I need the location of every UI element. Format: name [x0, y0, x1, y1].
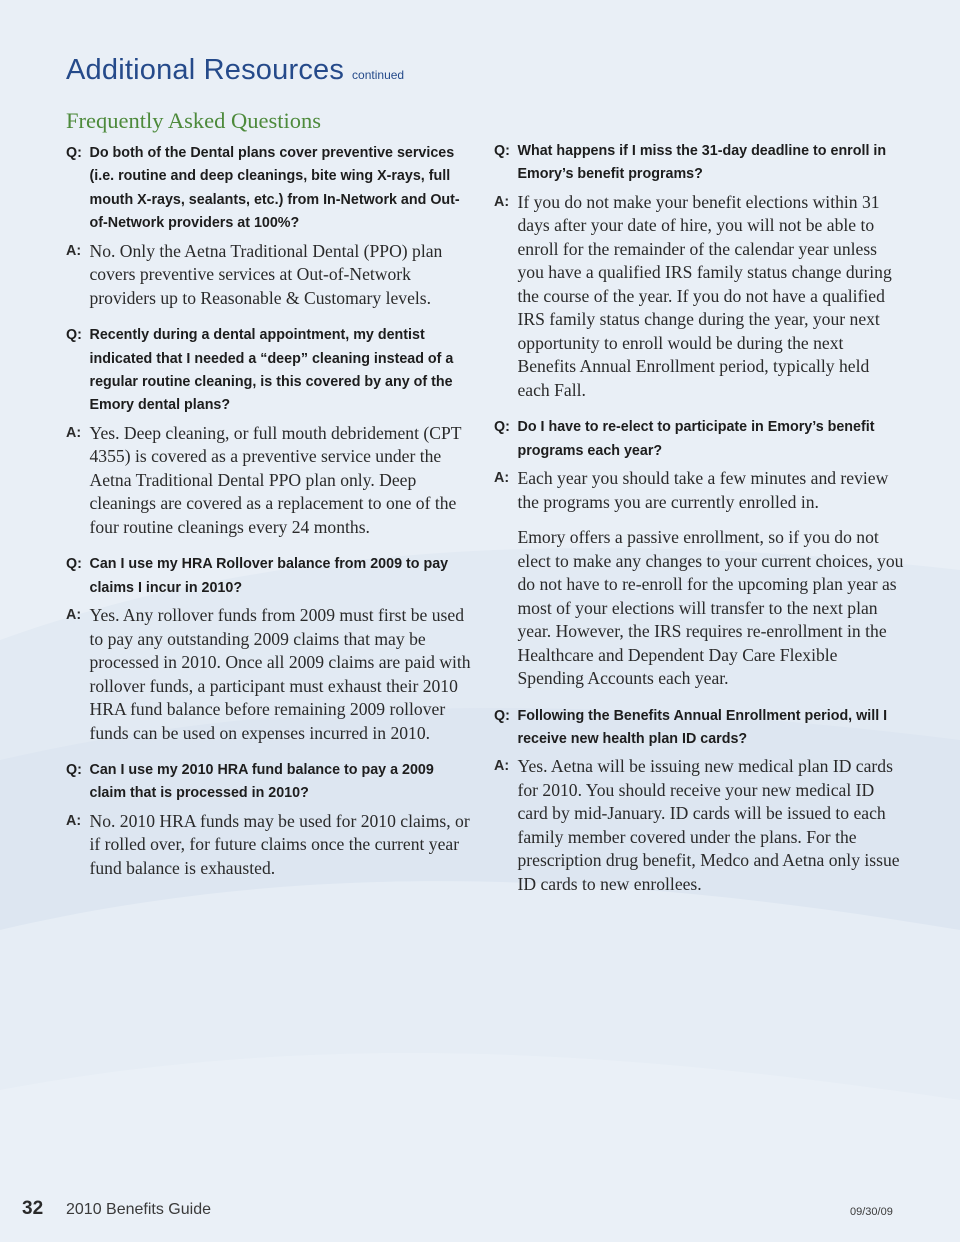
question-text: Do both of the Dental plans cover preventive services (i.e. routine and deep cleanings, bite wing X-rays, full mouth X-rays, sealants, etc.) from In-Network and Out-of-Network providers at 100%?: [89, 145, 460, 232]
question-label: Q:: [494, 419, 510, 436]
faq-item: [66, 142, 474, 310]
question: [494, 705, 904, 752]
answer-text: Each year you should take a few minutes and review the programs you are currently enrolled in.: [517, 468, 889, 512]
answer: [66, 422, 474, 540]
question-text: Recently during a dental appointment, my dentist indicated that I needed a “deep” cleaning instead of a regular routine cleaning, is this covered by any of the Emory dental plans?: [89, 327, 454, 414]
page-title: Additional Resources: [66, 54, 345, 86]
answer-label: A:: [494, 470, 510, 487]
answer-label: A:: [66, 607, 82, 624]
question-label: Q:: [66, 556, 82, 573]
answer: [494, 467, 904, 514]
page-title-continued: continued: [352, 68, 405, 82]
answer-text: No. 2010 HRA funds may be used for 2010 claims, or if rolled over, for future claims once the current year fund balance is exhausted.: [89, 810, 470, 878]
question: [494, 140, 904, 187]
answer-label: A:: [66, 424, 82, 441]
faq-heading: Frequently Asked Questions: [66, 108, 321, 133]
question-text: What happens if I miss the 31-day deadline to enroll in Emory’s benefit programs?: [517, 143, 887, 183]
question-label: Q:: [494, 707, 510, 724]
guide-title: 2010 Benefits Guide: [66, 1201, 211, 1218]
footer-date: 09/30/09: [850, 1206, 893, 1218]
faq-item: [494, 140, 904, 402]
answer-text: Yes. Any rollover funds from 2009 must first be used to pay any outstanding 2009 claims that may be processed in 2010. Once all 2009 claims are paid with rollover funds, a participant must exhaust their 2010 HRA fund balance before remaining 2009 rollover funds can be used on expenses incurred in 2010.: [89, 605, 471, 743]
faq-item: [66, 324, 474, 539]
answer: [494, 191, 904, 403]
answer-text: Yes. Deep cleaning, or full mouth debridement (CPT 4355) is covered as a preventive service under the Aetna Traditional Dental PPO plan only. Deep cleanings are covered as a replacement to one of the four routine cleanings every 24 months.: [89, 422, 462, 537]
question: [66, 553, 474, 600]
question-text: Can I use my HRA Rollover balance from 2009 to pay claims I incur in 2010?: [89, 556, 449, 596]
question-text: Can I use my 2010 HRA fund balance to pay a 2009 claim that is processed in 2010?: [89, 762, 434, 802]
page-number: 32: [22, 1198, 44, 1219]
question-text: Following the Benefits Annual Enrollment period, will I receive new health plan ID cards?: [517, 707, 888, 748]
answer: [66, 810, 474, 881]
question: [66, 324, 474, 418]
question-label: Q:: [66, 762, 82, 779]
right-column: [494, 140, 904, 907]
question-label: Q:: [66, 327, 82, 344]
faq-item: [66, 759, 474, 880]
answer: [66, 604, 474, 745]
faq-item: [66, 553, 474, 745]
answer-label: A:: [66, 242, 82, 259]
question: [494, 416, 904, 463]
answer: [66, 240, 474, 311]
answer-text: Yes. Aetna will be issuing new medical plan ID cards for 2010. You should receive your new medical ID card by mid-January. ID cards will be issued to each family member covered under the plans. For the prescription drug benefit, Medco and Aetna only issue ID cards to new enrollees.: [517, 756, 900, 894]
page-header: [66, 54, 404, 87]
faq-item: [494, 705, 904, 897]
answer-paragraph: Emory offers a passive enrollment, so if you do not elect to make any changes to your current choices, you do not have to re-enroll for the upcoming plan year as most of your elections will transfer to the next plan year. However, the IRS requires re-enrollment in the Healthcare and Dependent Day Care Flexible Spending Accounts each year.: [517, 527, 904, 689]
question: [66, 759, 474, 806]
answer: [494, 755, 904, 896]
answer-text: No. Only the Aetna Traditional Dental (PPO) plan covers preventive services at Out-of-Network providers up to Reasonable & Customary levels.: [89, 240, 443, 308]
answer-label: A:: [66, 812, 82, 829]
question-label: Q:: [66, 145, 82, 161]
answer-label: A:: [494, 193, 510, 210]
question-label: Q:: [494, 143, 510, 159]
left-column: [66, 142, 474, 891]
faq-item: [494, 416, 904, 690]
question: [66, 142, 474, 236]
answer-text: If you do not make your benefit elections within 31 days after your date of hire, you will not be able to enroll for the remainder of the calendar year unless you have a qualified IRS family status change during the course of the year. If you do not have a qualified IRS family status change during the year, your next opportunity to enroll would be during the next Benefits Annual Enrollment period, typically held each Fall.: [517, 191, 892, 400]
answer-label: A:: [494, 758, 510, 775]
question-text: Do I have to re-elect to participate in Emory’s benefit programs each year?: [517, 419, 875, 459]
